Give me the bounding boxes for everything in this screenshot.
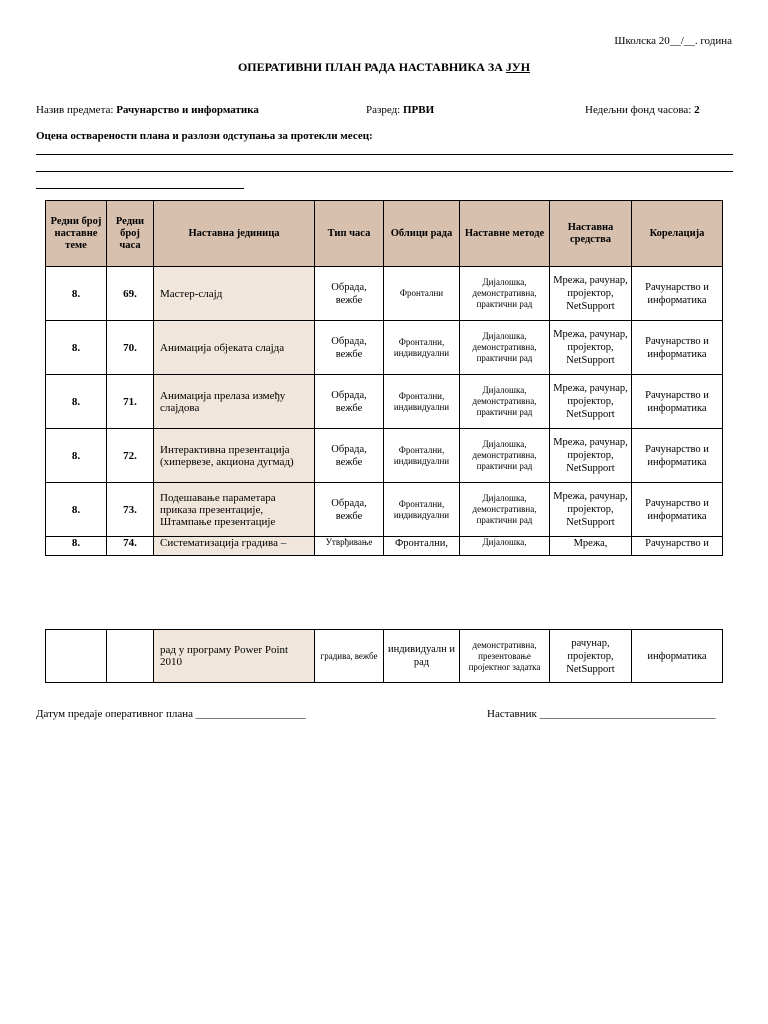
teaching-methods: Дијалошка, демонстративна, практични рад	[460, 321, 550, 375]
table-row	[46, 375, 723, 429]
topic-number: 8.	[46, 321, 107, 375]
topic-number: 8.	[46, 429, 107, 483]
grade-value: ПРВИ	[403, 104, 435, 116]
lesson-number: 70.	[107, 321, 154, 375]
work-forms: Фронтални	[384, 267, 460, 321]
table-row-partial	[46, 537, 723, 556]
topic-number: 8.	[46, 267, 107, 321]
correlation: Рачунарство и информатика	[632, 375, 723, 429]
teaching-means: Мрежа, рачунар, пројектор, NetSupport	[550, 429, 632, 483]
subject-label: Назив предмета:	[36, 104, 117, 116]
lesson-number: 72.	[107, 429, 154, 483]
page-title-main: ОПЕРАТИВНИ ПЛАН РАДА НАСТАВНИКА ЗА	[237, 60, 506, 74]
evaluation-line-2	[36, 171, 733, 172]
header-teaching-methods: Наставне методе	[460, 201, 550, 267]
evaluation-line-1	[36, 154, 733, 155]
lesson-type: Обрада, вежбе	[315, 321, 384, 375]
grade-info	[366, 104, 434, 116]
lesson-number-empty	[107, 630, 154, 683]
school-year: Школска 20__/__. година	[614, 35, 732, 47]
weekly-value: 2	[694, 104, 700, 116]
table-row	[46, 267, 723, 321]
teaching-means: Мрежа, рачунар, пројектор, NetSupport	[550, 375, 632, 429]
evaluation-label: Оцена остварености плана и разлози одступања за протекли месец:	[36, 130, 373, 142]
teaching-means: Мрежа,	[550, 537, 632, 556]
correlation: Рачунарство и	[632, 537, 723, 556]
topic-number: 8.	[46, 537, 107, 556]
table-header-row	[46, 201, 723, 267]
lesson-type: Обрада, вежбе	[315, 483, 384, 537]
teaching-means: рачунар, пројектор, NetSupport	[550, 630, 632, 683]
teaching-methods: Дијалошка, демонстративна, практични рад	[460, 483, 550, 537]
correlation: Рачунарство и информатика	[632, 321, 723, 375]
teaching-means: Мрежа, рачунар, пројектор, NetSupport	[550, 267, 632, 321]
teaching-unit: Анимација прелаза између слајдова	[154, 375, 315, 429]
topic-number: 8.	[46, 483, 107, 537]
work-forms: Фронтални,	[384, 537, 460, 556]
lesson-type: Обрада, вежбе	[315, 429, 384, 483]
teaching-unit: рад у програму Power Point 2010	[154, 630, 315, 683]
teaching-unit: Мастер-слајд	[154, 267, 315, 321]
teaching-unit: Интерактивна презентација (хипервезе, акциона дугмад)	[154, 429, 315, 483]
header-work-forms: Облици рада	[384, 201, 460, 267]
work-forms: Фронтални, индивидуални	[384, 321, 460, 375]
evaluation-line-3	[36, 188, 244, 189]
teaching-unit: Анимација објеката слајда	[154, 321, 315, 375]
correlation: Рачунарство и информатика	[632, 267, 723, 321]
header-teaching-unit: Наставна јединица	[154, 201, 315, 267]
continuation-table	[45, 629, 723, 683]
page-title	[0, 60, 768, 75]
teaching-methods: Дијалошка, демонстративна, практични рад	[460, 429, 550, 483]
lesson-type: Обрада, вежбе	[315, 267, 384, 321]
weekly-label: Недељни фонд часова:	[585, 104, 695, 116]
teaching-unit: Систематизација градива –	[154, 537, 315, 556]
correlation: Рачунарство и информатика	[632, 483, 723, 537]
table-row	[46, 483, 723, 537]
subject-info	[36, 104, 259, 116]
header-correlation: Корелација	[632, 201, 723, 267]
teacher-signature: Наставник ________________________________	[487, 708, 716, 720]
lesson-type: градива, вежбе	[315, 630, 384, 683]
teaching-means: Мрежа, рачунар, пројектор, NetSupport	[550, 321, 632, 375]
teaching-methods: Дијалошка, демонстративна, практични рад	[460, 267, 550, 321]
work-forms: Фронтални, индивидуални	[384, 483, 460, 537]
table-row	[46, 429, 723, 483]
lesson-type: Утврђивање	[315, 537, 384, 556]
teaching-unit: Подешавање параметара приказа презентације, Штампање презентације	[154, 483, 315, 537]
lesson-number: 73.	[107, 483, 154, 537]
teaching-methods: демонстративна, презентовање пројектног задатка	[460, 630, 550, 683]
correlation: информатика	[632, 630, 723, 683]
work-forms: Фронтални, индивидуални	[384, 375, 460, 429]
header-lesson-number: Редни број часа	[107, 201, 154, 267]
topic-number: 8.	[46, 375, 107, 429]
weekly-info	[585, 104, 700, 116]
grade-label: Разред:	[366, 104, 403, 116]
table-row	[46, 321, 723, 375]
teaching-means: Мрежа, рачунар, пројектор, NetSupport	[550, 483, 632, 537]
topic-number-empty	[46, 630, 107, 683]
page-title-month: ЈУН	[505, 60, 531, 74]
teaching-methods: Дијалошка,	[460, 537, 550, 556]
continuation-row	[46, 630, 723, 683]
header-lesson-type: Тип часа	[315, 201, 384, 267]
plan-table	[45, 200, 723, 556]
header-teaching-means: Наставна средства	[550, 201, 632, 267]
lesson-type: Обрада, вежбе	[315, 375, 384, 429]
work-forms: индивидуалн и рад	[384, 630, 460, 683]
subject-value: Рачунарство и информатика	[116, 104, 259, 116]
lesson-number: 71.	[107, 375, 154, 429]
submission-date: Датум предаје оперативног плана ____________________	[36, 708, 306, 720]
header-topic-number: Редни број наставне теме	[46, 201, 107, 267]
lesson-number: 69.	[107, 267, 154, 321]
lesson-number: 74.	[107, 537, 154, 556]
teaching-methods: Дијалошка, демонстративна, практични рад	[460, 375, 550, 429]
work-forms: Фронтални, индивидуални	[384, 429, 460, 483]
correlation: Рачунарство и информатика	[632, 429, 723, 483]
